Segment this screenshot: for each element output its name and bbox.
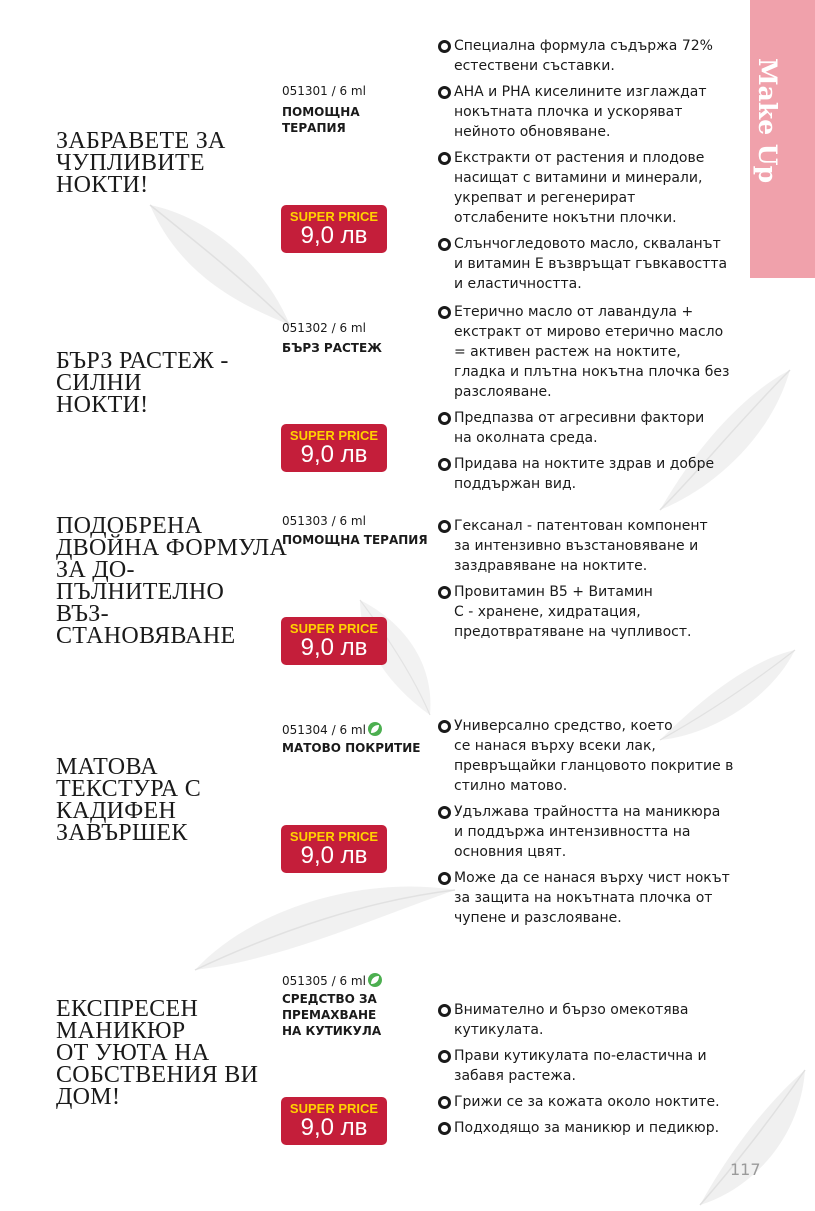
bullet-icon (438, 152, 451, 165)
bullet-icon (438, 720, 451, 733)
product-name-line: БЪРЗ РАСТЕЖ (282, 341, 382, 355)
section-tab-label: Make Up (753, 58, 782, 184)
feather-decoration (140, 195, 300, 335)
headline-line: СТАНОВЯВАНЕ (56, 623, 236, 649)
headline-line: ЕКСПРЕСЕН (56, 996, 199, 1022)
headline-line: ДВОЙНА ФОРМУЛА (56, 535, 288, 561)
bullet-icon (438, 412, 451, 425)
vegan-leaf-icon (368, 722, 382, 736)
product-code-text: 051304 / 6 ml (282, 723, 366, 737)
page-number: 117 (730, 1160, 761, 1179)
product-name-line: СРЕДСТВО ЗА (282, 992, 377, 1006)
product-name (282, 532, 428, 548)
headline-line: ВЪЗ- (56, 601, 109, 627)
headline-line: ЗАВЪРШЕК (56, 820, 188, 846)
price-value: 9,0 лв (300, 1114, 368, 1141)
feature-list (438, 716, 748, 934)
feature-item: Гексанал - патентован компонент за интензивно възстановяване и заздравяване на ноктите. (438, 516, 748, 576)
price-badge (281, 205, 387, 253)
price-label: SUPER PRICE (289, 829, 379, 844)
product-headline (56, 513, 288, 649)
feature-item: Подходящо за маникюр и педикюр. (438, 1118, 748, 1138)
price-label: SUPER PRICE (289, 428, 379, 443)
price-label: SUPER PRICE (289, 1101, 379, 1116)
price-badge (281, 1097, 387, 1145)
headline-line: СИЛНИ (56, 370, 142, 396)
product-headline (56, 756, 271, 844)
feature-list (438, 1000, 748, 1144)
section-tab (750, 0, 815, 278)
price-label: SUPER PRICE (289, 209, 379, 224)
product-headline (56, 998, 271, 1108)
product-code (282, 973, 382, 988)
product-code (282, 722, 382, 737)
product-code: 051303 / 6 ml (282, 514, 366, 528)
product-headline (56, 130, 271, 196)
product-code: 051301 / 6 ml (282, 84, 366, 98)
headline-line: ДОМ! (56, 1084, 121, 1110)
feature-list (438, 302, 748, 500)
feature-item: Етерично масло от лавандула + екстракт от мирово етерично масло = активен растеж на ноктите, гладка и плътна нокътна плочка без разслояване. (438, 302, 748, 402)
product-name (282, 740, 420, 756)
price-value: 9,0 лв (300, 634, 368, 661)
bullet-icon (438, 238, 451, 251)
bullet-icon (438, 40, 451, 53)
bullet-icon (438, 806, 451, 819)
feature-item: Слънчогледовото масло, скваланът и витамин Е възвръщат гъвкавостта и еластичността. (438, 234, 748, 294)
product-name-line: ТЕРАПИЯ (282, 121, 346, 135)
feature-item: Специална формула съдържа 72% естествени съставки. (438, 36, 748, 76)
product-name (282, 340, 382, 356)
headline-line: БЪРЗ РАСТЕЖ - (56, 348, 229, 374)
price-badge (281, 424, 387, 472)
feature-list (438, 36, 748, 300)
bullet-icon (438, 1050, 451, 1063)
bullet-icon (438, 86, 451, 99)
headline-line: КАДИФЕН (56, 798, 177, 824)
bullet-icon (438, 586, 451, 599)
feature-item: Екстракти от растения и плодове насищат с витамини и минерали, укрепват и регенерират отслабените нокътни плочки. (438, 148, 748, 228)
headline-line: ПЪЛНИТЕЛНО (56, 579, 225, 605)
headline-line: ЧУПЛИВИТЕ (56, 150, 205, 176)
headline-line: ОТ УЮТА НА (56, 1040, 210, 1066)
feature-item: Универсално средство, което се нанася върху всеки лак, превръщайки гланцовото покритие в стилно матово. (438, 716, 748, 796)
price-value: 9,0 лв (300, 842, 368, 869)
headline-line: ЗАБРАВЕТЕ ЗА (56, 128, 226, 154)
product-name-line: ПОМОЩНА (282, 105, 360, 119)
feature-item: Прави кутикулата по-еластична и забавя растежа. (438, 1046, 748, 1086)
price-value: 9,0 лв (300, 222, 368, 249)
price-value: 9,0 лв (300, 441, 368, 468)
vegan-leaf-icon (368, 973, 382, 987)
bullet-icon (438, 520, 451, 533)
feature-item: Удължава трайността на маникюра и поддържа интензивността на основния цвят. (438, 802, 748, 862)
feature-item: Може да се нанася върху чист нокът за защита на нокътната плочка от чупене и разслояване. (438, 868, 748, 928)
feature-item: Придава на ноктите здрав и добре поддържан вид. (438, 454, 748, 494)
headline-line: НОКТИ! (56, 392, 149, 418)
product-code-text: 051305 / 6 ml (282, 974, 366, 988)
product-code: 051302 / 6 ml (282, 321, 366, 335)
price-badge (281, 617, 387, 665)
feature-item: Грижи се за кожата около ноктите. (438, 1092, 748, 1112)
price-label: SUPER PRICE (289, 621, 379, 636)
bullet-icon (438, 306, 451, 319)
headline-line: ТЕКСТУРА С (56, 776, 202, 802)
headline-line: МАТОВА (56, 754, 158, 780)
product-name (282, 991, 381, 1039)
headline-line: ЗА ДО- (56, 557, 135, 583)
headline-line: СОБСТВЕНИЯ ВИ (56, 1062, 259, 1088)
headline-line: НОКТИ! (56, 172, 149, 198)
bullet-icon (438, 1122, 451, 1135)
headline-line: ПОДОБРЕНА (56, 513, 203, 539)
bullet-icon (438, 1004, 451, 1017)
feature-list (438, 516, 748, 648)
product-headline (56, 350, 271, 416)
product-name (282, 104, 360, 136)
headline-line: МАНИКЮР (56, 1018, 186, 1044)
product-name-line: МАТОВО ПОКРИТИЕ (282, 741, 421, 755)
product-name-line: НА КУТИКУЛА (282, 1024, 382, 1038)
feature-item: Предпазва от агресивни фактори на околната среда. (438, 408, 748, 448)
price-badge (281, 825, 387, 873)
feature-item: AHA и PHA киселините изглаждат нокътната плочка и ускоряват нейното обновяване. (438, 82, 748, 142)
product-name-line: ПОМОЩНА ТЕРАПИЯ (282, 533, 428, 547)
feather-decoration (190, 870, 460, 980)
bullet-icon (438, 1096, 451, 1109)
feature-item: Провитамин В5 + Витамин С - хранене, хидратация, предотвратяване на чупливост. (438, 582, 748, 642)
feature-item: Внимателно и бързо омекотява кутикулата. (438, 1000, 748, 1040)
product-name-line: ПРЕМАХВАНЕ (282, 1008, 377, 1022)
bullet-icon (438, 872, 451, 885)
bullet-icon (438, 458, 451, 471)
